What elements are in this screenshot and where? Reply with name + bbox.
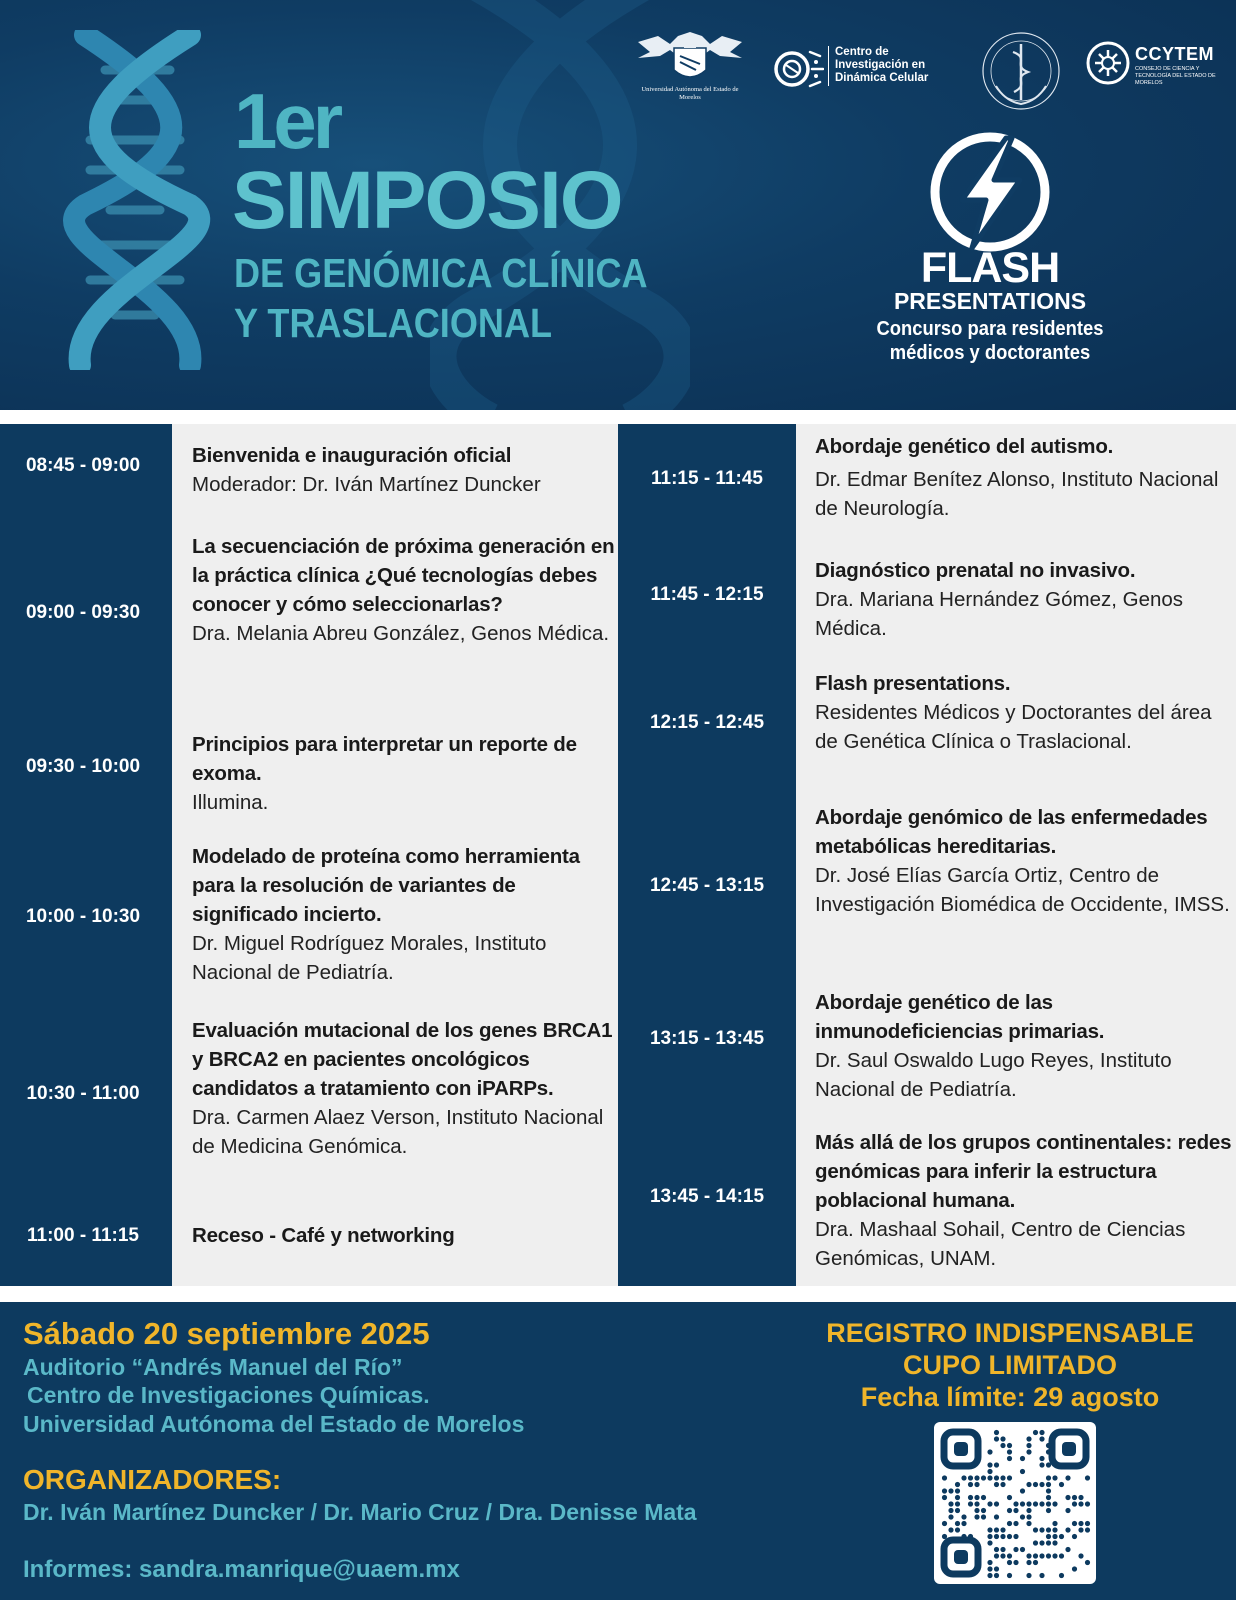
- session-speaker: Moderador: Dr. Iván Martínez Duncker: [192, 473, 541, 496]
- schedule-item: [815, 432, 1233, 523]
- session-speaker: Dr. Edmar Benítez Alonso, Instituto Nacional de Neurología.: [815, 468, 1219, 520]
- session-speaker: Dra. Melania Abreu González, Genos Médica.: [192, 622, 610, 645]
- session-speaker: Dra. Mariana Hernández Gómez, Genos Médica.: [815, 588, 1184, 640]
- cidc-line-2: Investigación en: [835, 59, 926, 72]
- qr-code-icon: [934, 1422, 1096, 1584]
- subtitle-line-1: DE GENÓMICA CLÍNICA: [234, 250, 648, 296]
- slot-time: 10:00 - 10:30: [25, 906, 141, 927]
- cell-dynamics-icon: [770, 42, 824, 96]
- session-title: Modelado de proteína como herramienta para la resolución de variantes de significado incierto.: [192, 845, 580, 926]
- slot-time: 13:45 - 14:15: [649, 1186, 765, 1207]
- flash-desc-line-1: Concurso para residentes: [876, 318, 1104, 340]
- registration-qr-code[interactable]: [934, 1422, 1096, 1584]
- page-title: SIMPOSIO: [232, 155, 622, 246]
- flash-desc-line-2: médicos y doctorantes: [889, 342, 1091, 364]
- subtitle-line-2: Y TRASLACIONAL: [234, 300, 553, 346]
- medicine-faculty-seal-icon: [980, 30, 1062, 112]
- session-title: Principios para interpretar un reporte de exoma.: [192, 733, 577, 785]
- session-speaker: Dr. José Elías García Ortiz, Centro de Investigación Biomédica de Occidente, IMSS.: [815, 864, 1230, 916]
- slot-time: 12:15 - 12:45: [649, 712, 765, 733]
- uaem-logo: [630, 30, 750, 110]
- ccytem-logo: [1085, 40, 1220, 100]
- organizers-names: Dr. Iván Martínez Duncker / Dr. Mario Cruz / Dra. Denisse Mata: [23, 1499, 697, 1525]
- slot-time: 13:15 - 13:45: [649, 1028, 765, 1049]
- cidc-line-1: Centro de: [835, 46, 889, 58]
- session-title: Más allá de los grupos continentales: redes genómicas para inferir la estructura poblacional humana.: [815, 1131, 1232, 1212]
- session-speaker: Dr. Saul Oswaldo Lugo Reyes, Instituto Nacional de Pediatría.: [815, 1049, 1172, 1101]
- venue-line-1: Auditorio “Andrés Manuel del Río”: [23, 1354, 403, 1380]
- uaem-crest-icon: [630, 30, 750, 86]
- session-title: Evaluación mutacional de los genes BRCA1 y BRCA2 en pacientes oncológicos candidatos a tratamiento con iPARPs.: [192, 1019, 613, 1100]
- cidc-logo-text: [828, 46, 928, 86]
- schedule-item: [192, 441, 616, 499]
- flash-title: FLASH: [920, 244, 1060, 292]
- dna-helix-icon: [50, 30, 220, 370]
- flash-subtitle: PRESENTATIONS: [893, 288, 1087, 314]
- slot-time: 08:45 - 09:00: [25, 455, 141, 476]
- session-title: Flash presentations.: [815, 672, 1011, 695]
- cidc-logo: [770, 42, 970, 102]
- session-title: Abordaje genómico de las enfermedades metabólicas hereditarias.: [815, 806, 1208, 858]
- limited-capacity: CUPO LIMITADO: [903, 1350, 1117, 1380]
- session-speaker: Dra. Carmen Alaez Verson, Instituto Nacional de Medicina Genómica.: [192, 1106, 604, 1158]
- schedule-item: [815, 803, 1233, 919]
- event-date: Sábado 20 septiembre 2025: [23, 1316, 430, 1351]
- schedule-item: [192, 1221, 616, 1250]
- ccytem-subtitle: CONSEJO DE CIENCIA Y TECNOLOGÍA DEL ESTADO DE MORELOS: [1135, 66, 1216, 86]
- ccytem-name: CCYTEM: [1135, 44, 1214, 64]
- slot-time: 09:30 - 10:00: [25, 756, 141, 777]
- slot-time: 11:00 - 11:15: [27, 1225, 139, 1246]
- header-banner: [0, 0, 1236, 410]
- schedule-item: [815, 1128, 1233, 1273]
- schedule-item: [192, 842, 616, 987]
- slot-time: 12:45 - 13:15: [649, 875, 765, 896]
- ccytem-emblem-icon: [1085, 40, 1131, 86]
- session-title: Abordaje genético del autismo.: [815, 435, 1114, 458]
- time-column-right: [618, 424, 796, 1286]
- flash-description: [852, 317, 1128, 365]
- schedule-item: [192, 1016, 616, 1161]
- slot-time: 10:30 - 11:00: [26, 1083, 140, 1104]
- venue-line-2: Centro de Investigaciones Químicas.: [27, 1382, 430, 1408]
- contact-email-link[interactable]: Informes: sandra.manrique@uaem.mx: [23, 1556, 460, 1583]
- schedule-item: [815, 669, 1233, 756]
- uaem-logo-text: Universidad Autónoma del Estado de Morelos: [641, 86, 739, 101]
- session-title: Receso - Café y networking: [192, 1224, 455, 1247]
- schedule-item: [192, 730, 616, 817]
- cidc-line-3: Dinámica Celular: [835, 72, 929, 85]
- session-title: Abordaje genético de las inmunodeficiencias primarias.: [815, 991, 1105, 1043]
- slot-time: 11:15 - 11:45: [651, 468, 763, 489]
- venue-line-3: Universidad Autónoma del Estado de Morelos: [23, 1411, 525, 1437]
- schedule-item: [815, 556, 1233, 643]
- slot-time: 11:45 - 12:15: [650, 584, 764, 605]
- title-ordinal: 1er: [234, 77, 340, 165]
- session-title: Diagnóstico prenatal no invasivo.: [815, 559, 1136, 582]
- registration-required: REGISTRO INDISPENSABLE: [826, 1318, 1194, 1348]
- session-title: Bienvenida e inauguración oficial: [192, 444, 512, 467]
- sponsor-logos: [630, 30, 1220, 110]
- registration-deadline: Fecha límite: 29 agosto: [860, 1382, 1160, 1412]
- time-column-left: [0, 424, 172, 1286]
- lightning-bolt-icon: [928, 130, 1052, 254]
- session-speaker: Dr. Miguel Rodríguez Morales, Instituto Nacional de Pediatría.: [192, 932, 547, 984]
- slot-time: 09:00 - 09:30: [25, 602, 141, 623]
- session-speaker: Illumina.: [192, 791, 269, 814]
- session-speaker: Residentes Médicos y Doctorantes del área de Genética Clínica o Traslacional.: [815, 701, 1212, 753]
- session-speaker: Dra. Mashaal Sohail, Centro de Ciencias Genómicas, UNAM.: [815, 1218, 1186, 1270]
- session-title: La secuenciación de próxima generación en la práctica clínica ¿Qué tecnologías debes conocer y cómo seleccionarlas?: [192, 535, 615, 616]
- organizers-label: ORGANIZADORES:: [23, 1464, 282, 1495]
- schedule-item: [815, 988, 1233, 1104]
- schedule-item: [192, 532, 616, 648]
